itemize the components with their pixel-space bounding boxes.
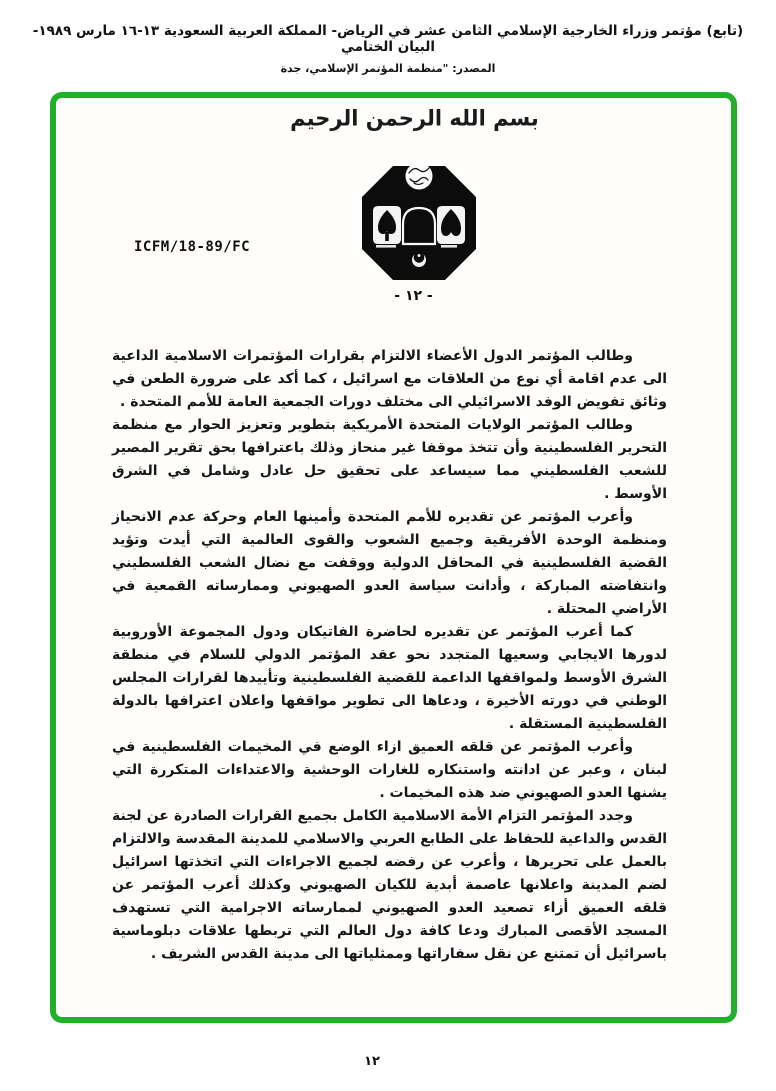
basmala-row <box>56 106 731 130</box>
footer-row <box>0 1050 776 1069</box>
page-marker: - ١٢ - <box>394 288 433 304</box>
paragraph-united-states: وطالب المؤتمر الولايات المتحدة الأمريكية بتطوير وتعزيز الحوار مع منظمة التحرير الفلسطينية وأن تتخذ موقفا غير منحاز وذلك باعترافها بحق تقرير المصير للشعب الفلسطيني مما سيساعد على تحقيق حل عادل وشامل في الشرق الأوسط . <box>112 417 667 502</box>
scan-frame <box>50 92 737 1023</box>
footer-page-number: ١٢ <box>364 1054 380 1069</box>
communique-body <box>112 345 667 966</box>
oic-octagon-emblem-icon <box>358 160 480 291</box>
paragraph-camps-lebanon: وأعرب المؤتمر عن قلقه العميق ازاء الوضع في المخيمات الفلسطينية في لبنان ، وعبر عن ادانته واستنكاره للغارات الوحشية والاعتداءات المتكررة التي يشنها العدو الصهيوني ضد هذه المخيمات . <box>112 739 667 801</box>
paragraph-vatican-europe: كما أعرب المؤتمر عن تقديره لحاضرة الفاتيكان ودول المجموعة الأوروبية لدورها الايجابي وسعيها المتجدد نحو عقد المؤتمر الدولي للسلام في منطقة الشرق الأوسط ولمواقفها الداعمة للقضية الفلسطينية وتأييدها لقرارات المجلس الوطني في دورته الأخيرة ، ودعاها الى تطوير مواقفها واعلان اعترافها بالدولة الفلسطينية المستقلة . <box>112 624 667 732</box>
paragraph-jerusalem-committee: وجدد المؤتمر التزام الأمة الاسلامية الكامل بجميع القرارات الصادرة عن لجنة القدس والداعية للحفاظ على الطابع العربي والاسلامي للمدينة المقدسة والالتزام بالعمل على تحريرها ، وأعرب عن رفضه لجميع الاجراءات التي اتخذتها اسرائيل لضم المدينة واعلانها عاصمة أبدية للكيان الصهيوني وكذلك أعرب المؤتمر عن قلقه العميق أزاء تصعيد العدو الصهيوني لممارساته الاجرامية التي تستهدف المسجد الأقصى المبارك ودعا كافة دول العالم التي تربطها علاقات دبلوماسية باسرائيل أن تمتنع عن نقل سفاراتها وممثلياتها الى مدينة القدس الشريف . <box>112 808 667 962</box>
paragraph-member-states: وطالب المؤتمر الدول الأعضاء الالتزام بقرارات المؤتمرات الاسلامية الداعية الى عدم اقامة أي نوع من العلاقات مع اسرائيل ، كما أكد على ضرورة الطعن في وثائق تفويض الوفد الاسرائيلي الى مختلف دورات الجمعية العامة للأمم المتحدة . <box>112 348 667 410</box>
archive-header-source: المصدر: "منظمة المؤتمر الإسلامي، جدة <box>280 62 496 75</box>
archive-header <box>28 23 748 75</box>
emblem-row <box>56 160 731 291</box>
paragraph-un-appreciation: وأعرب المؤتمر عن تقديره للأمم المتحدة وأمينها العام وحركة عدم الانحياز ومنظمة الوحدة الأفريقية وجميع الشعوب والقوى العالمية التي أيدت وتؤيد القضية الفلسطينية في المحافل الدولية ووقفت مع نضال الشعب الفلسطيني وانتفاضته المباركة ، وأدانت سياسة العدو الصهيوني وممارساته القمعية في الأراضي المحتلة . <box>112 509 667 617</box>
page-marker-row <box>56 285 731 304</box>
archive-header-title: (تابع) مؤتمر وزراء الخارجية الإسلامي الثامن عشر في الرياض- المملكة العربية السعودية ١٣-١٦ مارس ١٩٨٩- البيان الختامي <box>32 23 744 55</box>
reference-code: ICFM/18-89/FC <box>134 239 251 255</box>
basmala-calligraphy: بسم الله الرحمن الرحيم <box>290 105 539 131</box>
